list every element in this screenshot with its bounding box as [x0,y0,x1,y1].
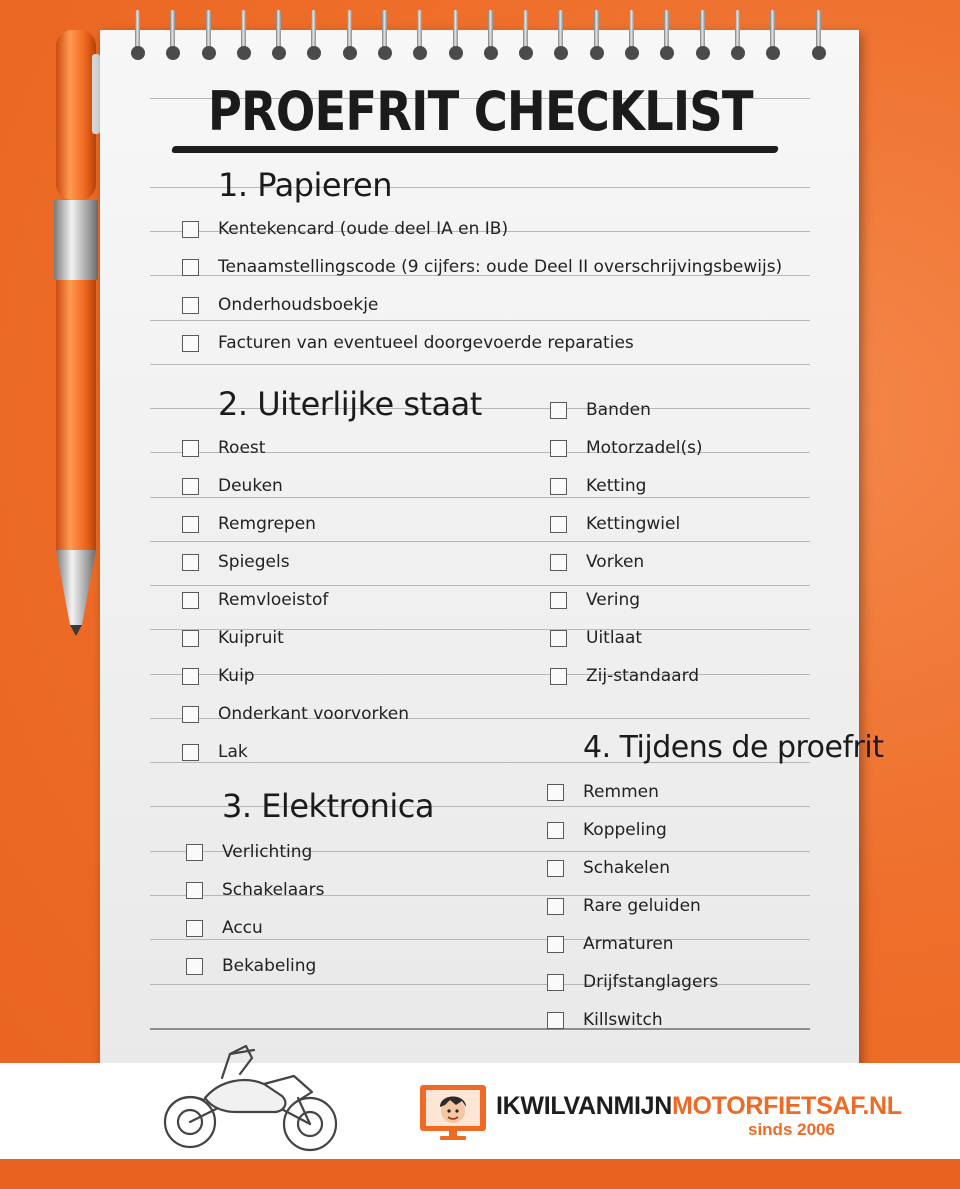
checkbox[interactable] [550,554,567,571]
checklist-item-label: Armaturen [583,934,674,954]
checklist-item[interactable] [182,589,328,611]
brand-tagline: sinds 2006 [748,1120,835,1139]
checkbox[interactable] [182,478,199,495]
checklist-item-label: Deuken [218,476,283,496]
checklist-item-label: Schakelaars [222,880,325,900]
checklist-item-label: Killswitch [583,1010,663,1030]
checklist-item-label: Lak [218,742,248,762]
checklist-item[interactable] [550,437,703,459]
checklist-item[interactable] [550,475,646,497]
checkbox[interactable] [550,630,567,647]
checkbox[interactable] [182,630,199,647]
checklist-item[interactable] [182,218,508,240]
checklist-item-label: Banden [586,400,651,420]
checklist-item[interactable] [547,819,667,841]
checklist-item-label: Motorzadel(s) [586,438,703,458]
checkbox[interactable] [182,706,199,723]
checklist-item[interactable] [550,627,642,649]
checkbox[interactable] [182,335,199,352]
checklist-item-label: Vering [586,590,641,610]
checklist-item-label: Roest [218,438,266,458]
checklist-item-label: Vorken [586,552,645,572]
checklist-item[interactable] [547,781,659,803]
checklist-item-label: Onderhoudsboekje [218,295,379,315]
checkbox[interactable] [186,882,203,899]
checklist-item-label: Schakelen [583,858,670,878]
checklist-item[interactable] [547,895,701,917]
checkbox[interactable] [550,440,567,457]
checkbox[interactable] [547,936,564,953]
checklist-item[interactable] [182,256,782,278]
checklist-item[interactable] [550,551,644,573]
checkbox[interactable] [182,221,199,238]
checklist-item[interactable] [186,841,312,863]
checkbox[interactable] [186,920,203,937]
page-title: PROEFRIT CHECKLIST [207,80,753,143]
section-heading-tijdens-de-proefrit: 4. Tijdens de proefrit [583,730,884,765]
checklist-item-label: Koppeling [583,820,667,840]
ruled-line [150,541,810,542]
checklist-item[interactable] [182,551,290,573]
checklist-item[interactable] [186,917,263,939]
section-heading-elektronica: 3. Elektronica [222,787,434,825]
footer-strip [0,1159,960,1189]
motorcycle-icon [160,1040,350,1160]
checklist-item[interactable] [182,437,265,459]
brand-logo-text[interactable] [496,1092,902,1121]
mascot-monitor-icon [418,1083,488,1143]
brand-text-orange: MOTORFIETSAF.NL [672,1092,902,1120]
checklist-item[interactable] [547,1009,663,1031]
checkbox[interactable] [182,554,199,571]
checkbox[interactable] [547,898,564,915]
checklist-item[interactable] [182,513,316,535]
checklist-item[interactable] [550,665,699,687]
checklist-item-label: Bekabeling [222,956,317,976]
checklist-item-label: Facturen van eventueel doorgevoerde reparaties [218,333,634,353]
checkbox[interactable] [182,516,199,533]
checklist-item[interactable] [547,857,670,879]
checklist-item[interactable] [182,703,409,725]
checklist-item-label: Remvloeistof [218,590,329,610]
checkbox[interactable] [550,516,567,533]
checkbox[interactable] [550,592,567,609]
checklist-item[interactable] [547,971,718,993]
checklist-item-label: Drijfstanglagers [583,972,719,992]
checkbox[interactable] [547,822,564,839]
checklist-item-label: Ketting [586,476,647,496]
checkbox[interactable] [547,784,564,801]
checklist-item[interactable] [182,475,283,497]
checkbox[interactable] [186,844,203,861]
spiral-binding [0,0,960,70]
checklist-item-label: Kuipruit [218,628,284,648]
checklist-item-label: Remgrepen [218,514,316,534]
ruled-line [150,1028,810,1030]
checklist-item[interactable] [550,589,640,611]
checklist-item-label: Tenaamstellingscode (9 cijfers: oude Deel II overschrijvingsbewijs) [218,257,783,277]
ruled-line [150,320,810,321]
ruled-line [150,939,810,940]
notebook-paper [100,30,859,1070]
checkbox[interactable] [182,668,199,685]
checkbox[interactable] [186,958,203,975]
checkbox[interactable] [182,259,199,276]
checklist-item-label: Accu [222,918,263,938]
checkbox[interactable] [547,860,564,877]
checklist-item-label: Onderkant voorvorken [218,704,409,724]
checkbox[interactable] [547,1012,564,1029]
checkbox[interactable] [182,592,199,609]
checklist-item[interactable] [550,399,651,421]
brand-text-dark: IKWILVANMIJN [496,1092,673,1120]
checklist-item[interactable] [182,741,248,763]
checkbox[interactable] [182,440,199,457]
title-underline [171,146,778,153]
checklist-item[interactable] [182,294,378,316]
checklist-item[interactable] [186,955,316,977]
checklist-item[interactable] [547,933,674,955]
checklist-item-label: Uitlaat [586,628,643,648]
checklist-item-label: Kentekencard (oude deel IA en IB) [218,219,509,239]
ruled-line [150,497,810,498]
checklist-item-label: Kettingwiel [586,514,681,534]
checklist-item-label: Zij-standaard [586,666,700,686]
ruled-line [150,364,810,365]
checklist-item-label: Rare geluiden [583,896,701,916]
checklist-item-label: Kuip [218,666,255,686]
checkbox[interactable] [550,478,567,495]
ruled-line [150,585,810,586]
section-heading-papieren: 1. Papieren [218,166,392,204]
checkbox[interactable] [550,668,567,685]
checklist-item-label: Remmen [583,782,659,802]
checklist-item[interactable] [550,513,680,535]
checkbox[interactable] [182,297,199,314]
checklist-item[interactable] [182,665,255,687]
checklist-item[interactable] [182,332,634,354]
checkbox[interactable] [550,402,567,419]
checklist-item-label: Verlichting [222,842,313,862]
checkbox[interactable] [547,974,564,991]
checkbox[interactable] [182,744,199,761]
section-heading-uiterlijke-staat: 2. Uiterlijke staat [218,385,482,423]
checklist-item[interactable] [182,627,284,649]
checklist-item[interactable] [186,879,324,901]
checklist-item-label: Spiegels [218,552,290,572]
